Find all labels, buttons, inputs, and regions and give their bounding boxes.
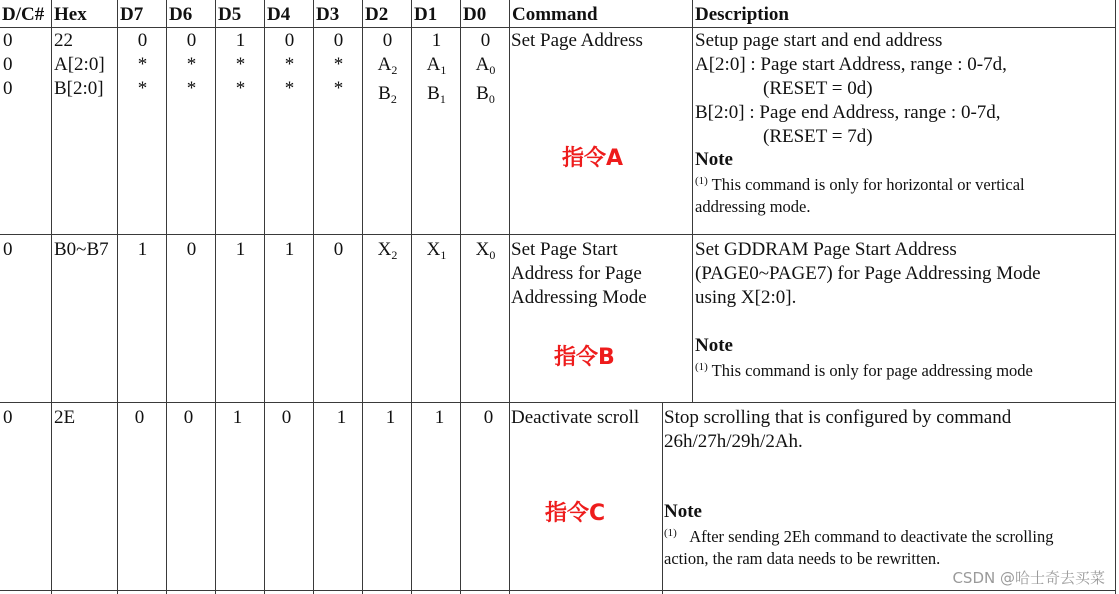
row-a-bit-d5	[216, 29, 265, 101]
row-a-tag: 指令A	[562, 146, 624, 171]
col-line	[692, 0, 693, 402]
row-c-command: Deactivate scroll	[511, 407, 640, 428]
header-d2: D2	[365, 4, 389, 25]
bit-value: 1	[431, 30, 442, 51]
row-a-note	[695, 170, 1025, 218]
desc-line: (PAGE0~PAGE7) for Page Addressing Mode	[695, 263, 1041, 284]
bit-subscript: 0	[488, 92, 495, 106]
row-c-dc: 0	[3, 407, 13, 428]
row-b-bit-d7: 1	[137, 239, 148, 260]
bit-value	[412, 82, 461, 111]
watermark: CSDN @哈士奇去买菜	[952, 569, 1105, 587]
row-b-bit-d6: 0	[186, 239, 197, 260]
row-a-bit-d4	[265, 29, 314, 101]
row-b-tag: 指令B	[554, 345, 615, 370]
row-b-bit-d5: 1	[235, 239, 246, 260]
note-line	[695, 170, 1025, 196]
row-a-bit-d3	[314, 29, 363, 101]
bit-letter: B	[427, 83, 440, 104]
bit-subscript: 2	[391, 248, 398, 262]
row-c-description	[664, 406, 1011, 454]
bit-value: *	[137, 54, 148, 75]
row-a-description	[695, 29, 1007, 149]
note-text: This command is only for horizontal or vertical	[711, 175, 1025, 194]
bit-value: *	[333, 78, 344, 99]
note-mark: (1)	[664, 527, 677, 539]
bit-subscript: 1	[440, 63, 447, 77]
row-b-bit-d2	[363, 238, 412, 267]
note-mark: (1)	[695, 361, 708, 373]
row-b-command	[511, 238, 647, 310]
row-b-note-title: Note	[695, 335, 733, 356]
desc-line: Stop scrolling that is configured by command	[664, 407, 1012, 428]
bit-value	[461, 53, 510, 82]
header-d4: D4	[267, 4, 291, 25]
row-b-description	[695, 238, 1041, 310]
bit-value: *	[235, 54, 246, 75]
bit-subscript: 1	[440, 248, 447, 262]
header-dc: D/C#	[2, 4, 45, 25]
header-d7: D7	[120, 4, 144, 25]
note-text: After sending 2Eh command to deactivate the scrolling	[689, 527, 1054, 546]
command-line: Set Page Start	[511, 239, 618, 260]
bit-value: *	[137, 78, 148, 99]
bit-value	[412, 53, 461, 82]
bit-value: 0	[186, 30, 197, 51]
bit-subscript: 2	[390, 92, 397, 106]
row-b-hex: B0~B7	[54, 239, 109, 260]
bit-subscript: 0	[489, 63, 496, 77]
row-b-note	[695, 356, 1033, 382]
row-a-bit-d6	[167, 29, 216, 101]
bit-letter: X	[426, 239, 441, 260]
desc-line: Setup page start and end address	[695, 30, 943, 51]
row-a-dc-line: 0	[3, 54, 13, 75]
row-b-bit-d1	[412, 238, 461, 267]
col-line	[662, 402, 663, 594]
row-c-bit-d0: 0	[483, 407, 494, 428]
bit-value: *	[284, 54, 295, 75]
row-c-note	[664, 522, 1053, 570]
row-c-tag: 指令C	[545, 501, 606, 526]
row-b-bit-d3: 0	[333, 239, 344, 260]
row-a-hex-line: A[2:0]	[54, 54, 105, 75]
row-c-bit-d1: 1	[434, 407, 445, 428]
row-c-hex: 2E	[54, 407, 76, 428]
desc-line: (RESET = 0d)	[763, 78, 873, 99]
row-b-bottom-line	[0, 402, 1116, 403]
desc-line: Set GDDRAM Page Start Address	[695, 239, 957, 260]
note-mark: (1)	[695, 175, 708, 187]
bit-value: 0	[333, 30, 344, 51]
bit-value	[461, 82, 510, 111]
row-c-bit-d5: 1	[232, 407, 243, 428]
bit-value: 0	[137, 30, 148, 51]
row-a-bit-d2	[363, 29, 412, 111]
note-line: action, the ram data needs to be rewritten.	[664, 549, 941, 568]
header-bottom-line	[0, 27, 1116, 28]
bit-value: 0	[382, 30, 393, 51]
bit-subscript: 1	[439, 92, 446, 106]
desc-line: (RESET = 7d)	[763, 126, 873, 147]
row-a-dc	[3, 29, 13, 101]
row-c-bit-d3: 1	[336, 407, 347, 428]
bit-letter: A	[475, 54, 490, 75]
bit-value: 1	[235, 30, 246, 51]
header-d0: D0	[463, 4, 487, 25]
desc-line: A[2:0] : Page start Address, range : 0-7d,	[695, 54, 1007, 75]
bit-letter: A	[377, 54, 392, 75]
command-line: Addressing Mode	[511, 287, 647, 308]
bit-letter: X	[377, 239, 392, 260]
bit-value: 0	[284, 30, 295, 51]
bit-subscript: 0	[489, 248, 496, 262]
row-c-bit-d7: 0	[134, 407, 145, 428]
row-a-hex	[54, 29, 105, 101]
row-c-note-title: Note	[664, 501, 702, 522]
row-a-note-title: Note	[695, 149, 733, 170]
header-d3: D3	[316, 4, 340, 25]
desc-line: using X[2:0].	[695, 287, 797, 308]
bit-letter: X	[475, 239, 490, 260]
row-a-dc-line: 0	[3, 30, 13, 51]
command-line: Address for Page	[511, 263, 642, 284]
note-text: This command is only for page addressing mode	[711, 361, 1033, 380]
bit-letter: B	[378, 83, 391, 104]
bit-letter: B	[476, 83, 489, 104]
row-a-bit-d0	[461, 29, 510, 111]
bit-value: *	[284, 78, 295, 99]
row-b-bit-d0	[461, 238, 510, 267]
row-a-hex-line: B[2:0]	[54, 78, 104, 99]
bit-value	[363, 53, 412, 82]
header-command: Command	[512, 4, 598, 25]
row-c-bit-d2: 1	[385, 407, 396, 428]
row-c-bit-d4: 0	[281, 407, 292, 428]
header-description: Description	[695, 4, 789, 25]
row-a-dc-line: 0	[3, 78, 13, 99]
row-a-hex-line: 22	[54, 30, 73, 51]
desc-line: B[2:0] : Page end Address, range : 0-7d,	[695, 102, 1001, 123]
bit-value: *	[186, 78, 197, 99]
row-c-bit-d6: 0	[183, 407, 194, 428]
note-line	[664, 522, 1053, 548]
bit-value: *	[235, 78, 246, 99]
row-a-bottom-line	[0, 234, 1116, 235]
note-line: addressing mode.	[695, 197, 811, 216]
desc-line: 26h/27h/29h/2Ah.	[664, 431, 803, 452]
row-b-dc: 0	[3, 239, 13, 260]
col-line	[1115, 0, 1116, 594]
bit-value	[363, 82, 412, 111]
header-d6: D6	[169, 4, 193, 25]
row-b-bit-d4: 1	[284, 239, 295, 260]
header-hex: Hex	[54, 4, 87, 25]
header-d1: D1	[414, 4, 438, 25]
row-a-bit-d7	[118, 29, 167, 101]
bit-value: *	[333, 54, 344, 75]
table-bottom-line	[0, 590, 1116, 591]
bit-letter: A	[426, 54, 441, 75]
col-line	[51, 0, 52, 594]
header-d5: D5	[218, 4, 242, 25]
row-a-command: Set Page Address	[511, 30, 643, 51]
bit-subscript: 2	[391, 63, 398, 77]
bit-value: *	[186, 54, 197, 75]
bit-value: 0	[480, 30, 491, 51]
row-a-bit-d1	[412, 29, 461, 111]
